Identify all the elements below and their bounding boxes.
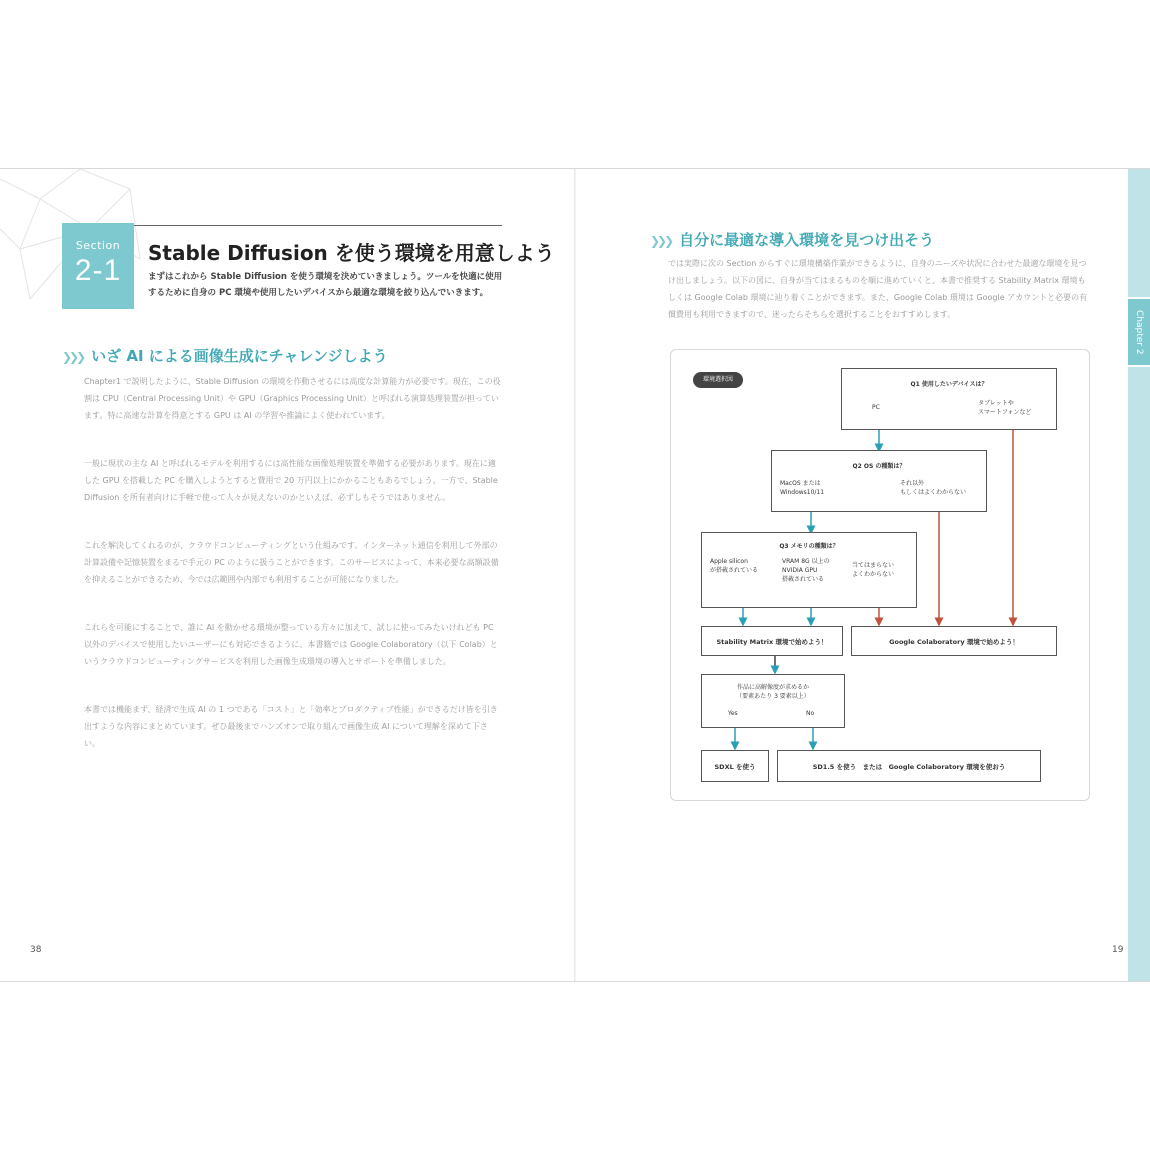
q4-box <box>701 674 845 728</box>
chevron-icon: ❯❯❯ <box>650 234 672 248</box>
q2-option-os: MacOS または Windows10/11 <box>780 480 825 496</box>
q3-option-apple: Apple silicon が搭載されている <box>710 558 759 574</box>
chapter-side-tab <box>1128 169 1150 981</box>
heading-right-text: 自分に最適な導入環境を見つけ出そう <box>679 231 935 249</box>
paragraph-1: Chapter1 で説明したように、Stable Diffusion の環境を作動させるには高度な計算能力が必要です。現在、この役割は CPU（Central Processing Unit）や GPU（Graphics Processing Unit）と呼ばれる演算処理装置が担っています。特に高速な計算を得意とする GPU は AI の学習や推論によく使われています。 <box>84 377 501 420</box>
heading-right <box>650 229 934 250</box>
paragraph-right: では実際に次の Section からすぐに環境構築作業ができるように、自身のニーズや状況に合わせた最適な環境を見つけ出しましょう。以下の図に、自身が当てはまるものを順に進めていくと、本書で推奨する Stability Matrix 環境もしくは Google Colab 環境に辿り着くことができます。また、Google Colab 環境は Google アカウントと必要の有償費用も利用できますので、迷ったらそちらを選択することをおすすめします。 <box>668 259 1088 319</box>
q2-title: Q2 OS の種類は？ <box>852 463 906 470</box>
section-badge <box>62 223 134 309</box>
q1-title: Q1 使用したいデバイスは？ <box>910 381 988 388</box>
heading-left <box>62 345 388 366</box>
q3-title: Q3 メモリの種類は？ <box>779 543 839 550</box>
q3-option-none: 当てはまらない よくわからない <box>852 562 895 578</box>
paragraph-5: 本書では機能まず、経済で生成 AI の 1 つである「コスト」と「効率とプロダクティブ性能」ができるだけ皆を引き出すような内容にまとめています。ぜひ最後までハンズオンで取り組んで画像生成 AI について理解を深めて下さい。 <box>84 705 498 748</box>
q1-option-mobile: タブレットや スマートフォンなど <box>978 400 1032 416</box>
page-number-left: 38 <box>30 945 42 955</box>
title-rule <box>134 225 502 226</box>
paragraph-3: これを解決してくれるのが、クラウドコンピューティングという仕組みです。インターネット通信を利用して外部の計算設備や記憶装置をまるで手元の PC のように扱うことができます。このサービスによって、本来必要な高額設備を抑えることができるため、今では広範囲や内部でも利用することが可能になりました。 <box>84 541 499 584</box>
sdxl-box: SDXL を使う <box>701 750 769 782</box>
section-number: 2-1 <box>74 254 122 287</box>
q4-title: 作品に高解像度が求めるか （要素あたり 3 要素以上） <box>736 684 810 700</box>
q2-box <box>771 450 987 512</box>
flowchart <box>670 349 1090 801</box>
chevron-icon: ❯❯❯ <box>62 350 84 364</box>
q1-box <box>841 368 1057 430</box>
flowchart-label: 環境選択図 <box>693 372 743 388</box>
book-spread <box>0 168 1150 982</box>
q3-option-nvidia: VRAM 8G 以上の NVIDIA GPU 搭載されている <box>782 558 830 583</box>
page-gutter <box>574 169 576 981</box>
chapter-label: Chapter 2 <box>1128 299 1150 365</box>
heading-left-text: いざ AI による画像生成にチャレンジしよう <box>91 347 388 365</box>
section-word: Section <box>75 239 121 252</box>
colab-box: Google Colaboratory 環境で始めよう！ <box>851 626 1057 656</box>
stability-matrix-box: Stability Matrix 環境で始めよう！ <box>701 626 843 656</box>
page-number-right: 19 <box>1112 945 1124 955</box>
section-lead: まずはこれから Stable Diffusion を使う環境を決めていきましょう。ツールを快適に使用するために自身の PC 環境や使用したいデバイスから最適な環境を絞り込んでいきます。 <box>148 272 503 298</box>
paragraph-2: 一般に現状の主な AI と呼ばれるモデルを利用するには高性能な画像処理装置を準備する必要があります。現在に適した GPU を搭載した PC を購入しようとすると費用で 20 万円以上にかかることもあるでしょう。一方で、Stable Diffusion を所有者向けに手軽で使って人々が見えないのかといえば、必ずしもそうではありません。 <box>84 459 498 502</box>
q4-no: No <box>806 710 815 717</box>
q2-option-other: それ以外 もしくはよくわからない <box>900 480 967 496</box>
q1-option-pc: PC <box>872 404 880 411</box>
q3-box <box>701 532 917 608</box>
paragraph-4: これらを可能にすることで、誰に AI を動かせる環境が整っている方々に加えて、試しに使ってみたいけれども PC 以外のデバイスで使用したいユーザーにも対応できるように、本書籍では Google Colaboratory（以下 Colab）というクラウドコンピューティングサービスを利用した画像生成環境の導入とサポートを準備しました。 <box>84 623 498 666</box>
sd15-box: SD1.5 を使う または Google Colaboratory 環境を使おう <box>777 750 1041 782</box>
q4-yes: Yes <box>728 710 738 717</box>
section-title: Stable Diffusion を使う環境を用意しよう <box>148 241 555 265</box>
